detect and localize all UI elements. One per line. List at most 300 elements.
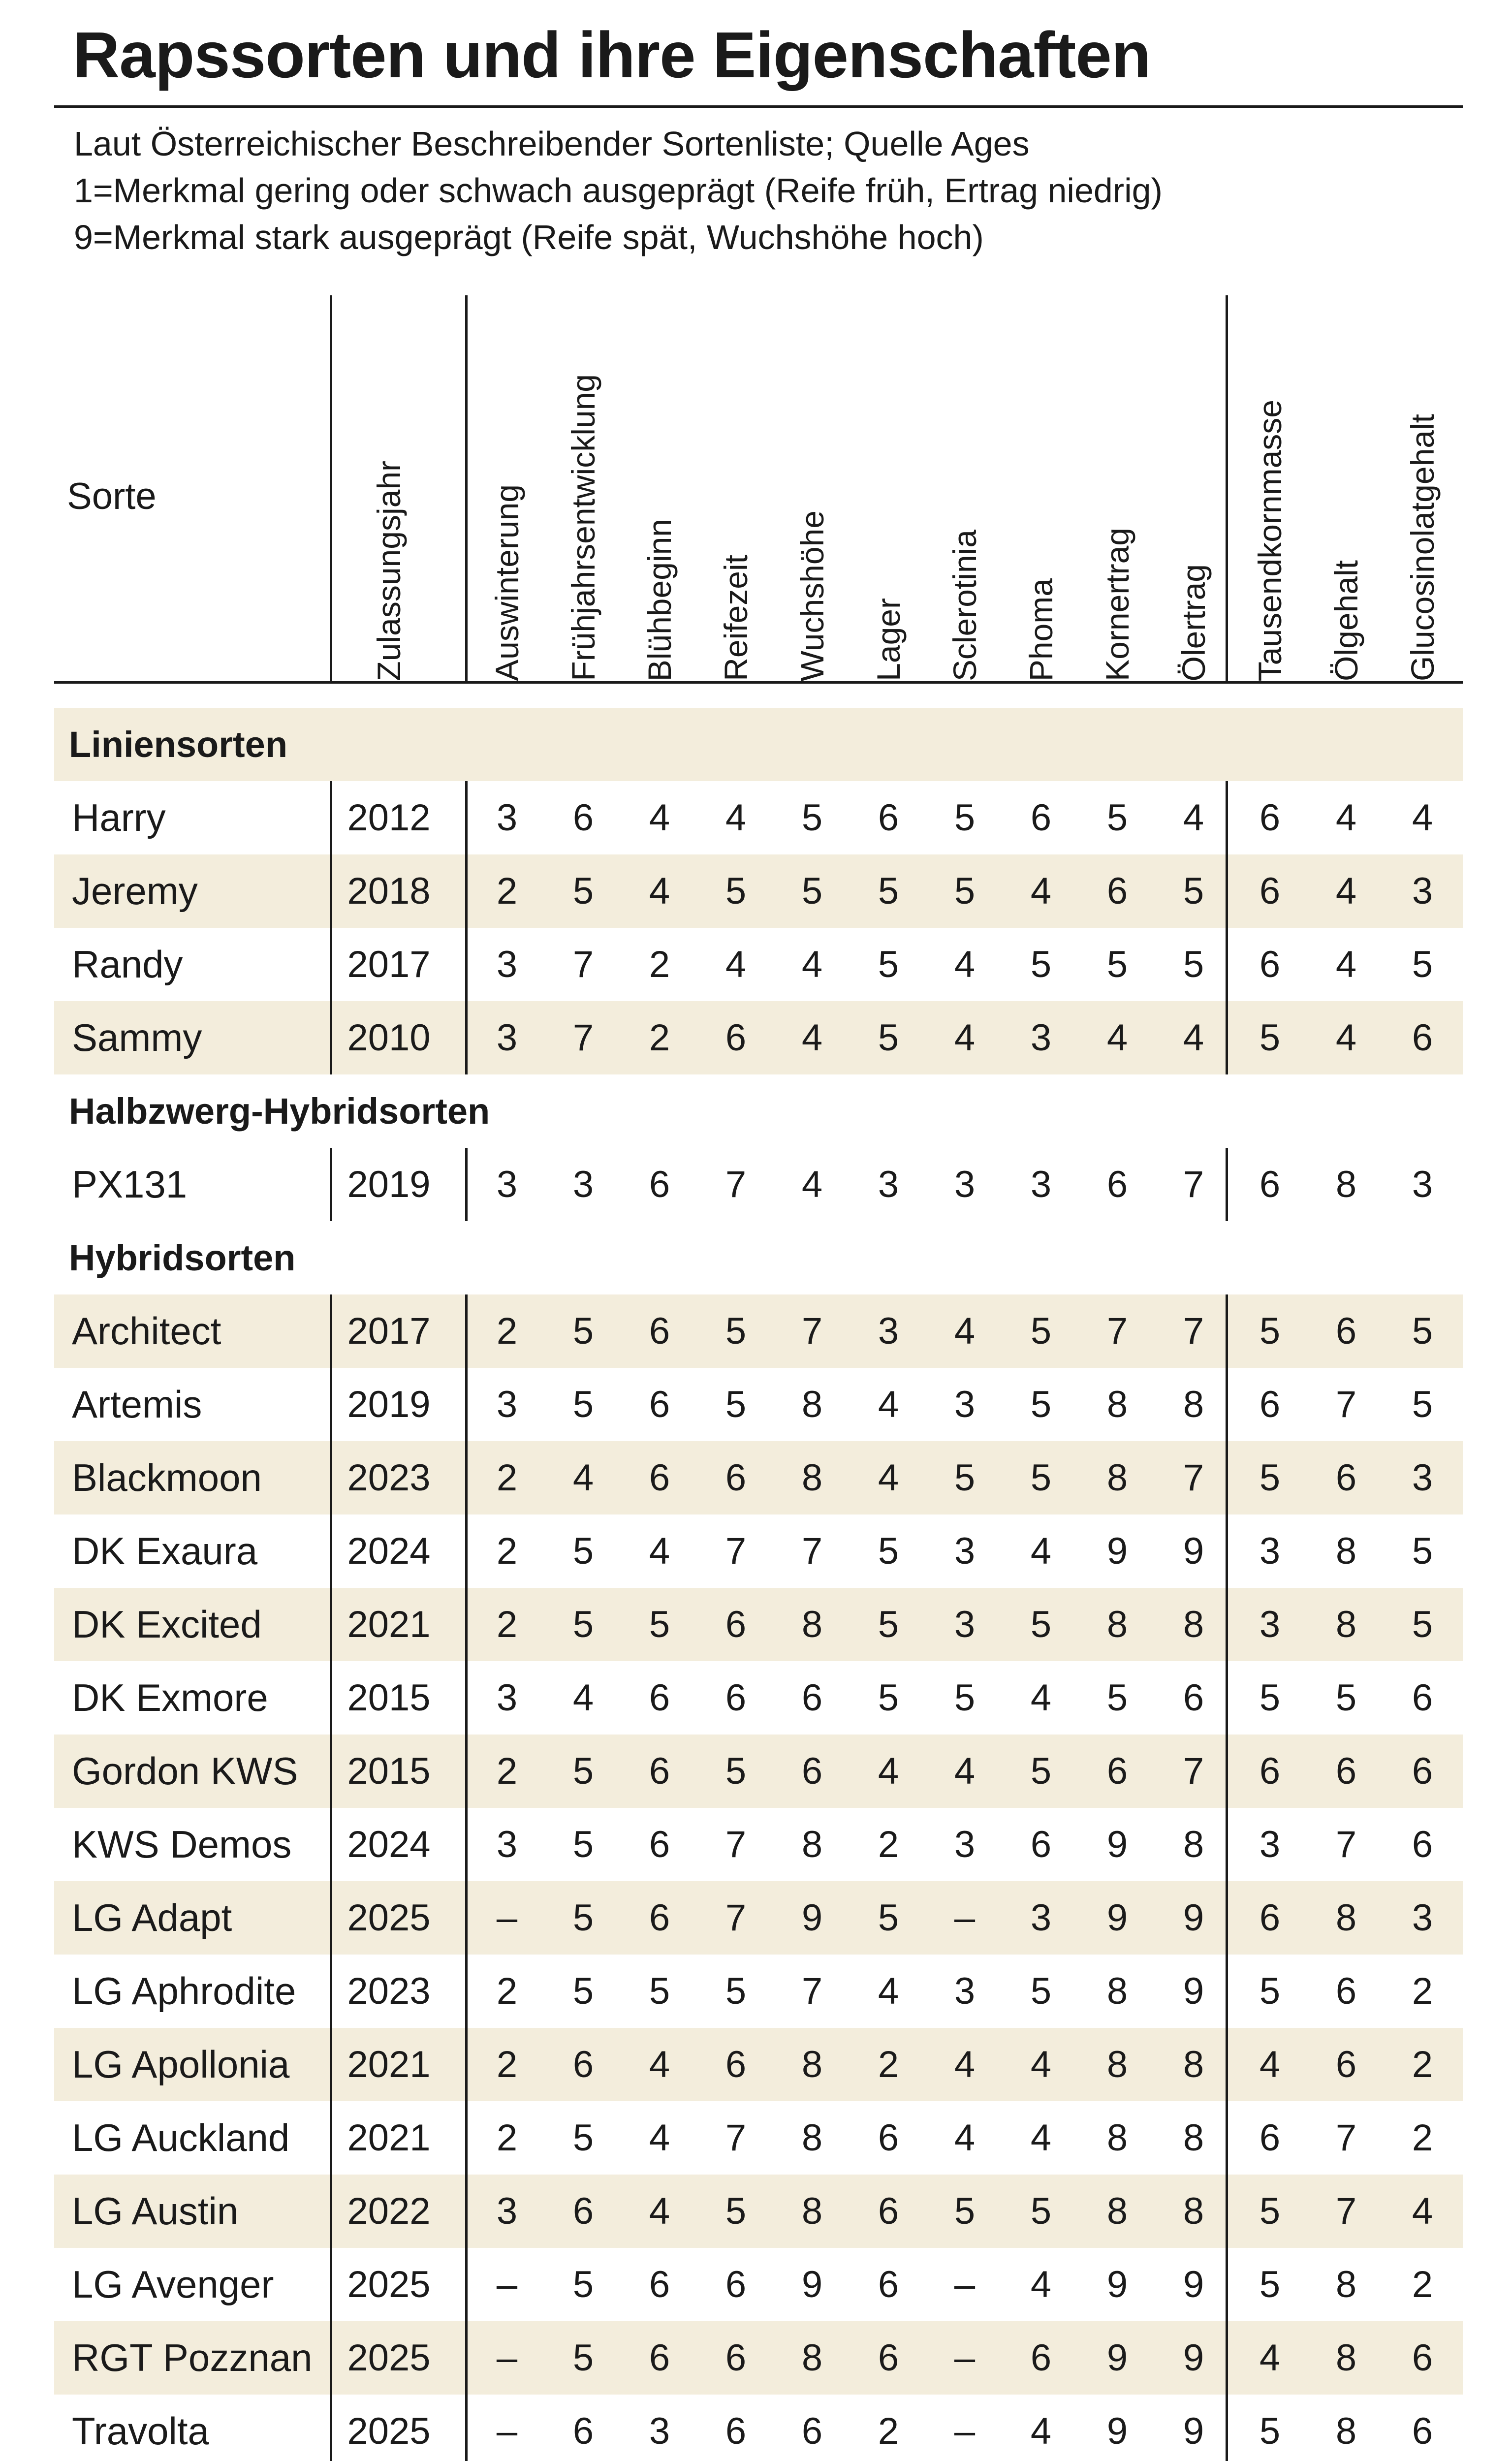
approval-year: 2025 <box>347 2337 431 2379</box>
trait-value: 3 <box>496 797 518 839</box>
trait-value: – <box>496 2264 518 2305</box>
approval-year: 2024 <box>347 1824 431 1865</box>
trait-value: 4 <box>878 1457 899 1499</box>
trait-value: 7 <box>1335 2117 1357 2159</box>
trait-value: 9 <box>1183 2410 1204 2452</box>
approval-year: 2025 <box>347 2410 431 2452</box>
trait-value: 8 <box>1335 1604 1357 1645</box>
trait-value: 5 <box>878 1017 899 1059</box>
trait-value: 7 <box>1183 1164 1204 1205</box>
trait-value: 7 <box>1335 2190 1357 2232</box>
approval-year: 2017 <box>347 944 431 985</box>
trait-value: 3 <box>1412 1457 1433 1499</box>
trait-value: 6 <box>1259 1897 1281 1939</box>
trait-value: 6 <box>649 1457 670 1499</box>
trait-value: 2 <box>1412 2117 1433 2159</box>
trait-value: 2 <box>496 2117 518 2159</box>
approval-year: 2015 <box>347 1750 431 1792</box>
header-trait <box>1400 413 1445 681</box>
header-label: Zulassungsjahr <box>371 461 407 681</box>
trait-value: 7 <box>801 1970 823 2012</box>
trait-value: 6 <box>725 2337 747 2379</box>
trait-value: 6 <box>1412 1677 1433 1719</box>
header-label: Blühbeginn <box>641 518 678 681</box>
variety-name: RGT Pozznan <box>72 2336 313 2379</box>
trait-value: 6 <box>878 2337 899 2379</box>
trait-value: 6 <box>1259 870 1281 912</box>
trait-value: 5 <box>878 1897 899 1939</box>
header-label: Kornertrag <box>1099 528 1135 681</box>
header-label: Frühjahrsentwicklung <box>565 374 601 681</box>
trait-value: 5 <box>1030 1970 1052 2012</box>
header-label: Sclerotinia <box>946 529 983 681</box>
approval-year: 2018 <box>347 870 431 912</box>
trait-value: 3 <box>1259 1824 1281 1865</box>
header-label: Wuchshöhe <box>794 510 830 681</box>
trait-value: 6 <box>572 797 594 839</box>
trait-value: 4 <box>1335 944 1357 985</box>
trait-value: 8 <box>801 1457 823 1499</box>
trait-value: 6 <box>725 2044 747 2085</box>
trait-value: 6 <box>878 2190 899 2232</box>
trait-value: 8 <box>1183 1384 1204 1425</box>
trait-value: 2 <box>496 1530 518 1572</box>
trait-value: 5 <box>954 1677 976 1719</box>
trait-value: 4 <box>725 797 747 839</box>
variety-name: PX131 <box>72 1163 188 1206</box>
trait-value: 6 <box>1183 1677 1204 1719</box>
variety-name: Jeremy <box>72 869 198 913</box>
header-label: Glucosinolatgehalt <box>1404 413 1441 681</box>
trait-value: 4 <box>954 944 976 985</box>
trait-value: 6 <box>1335 2044 1357 2085</box>
trait-value: 7 <box>801 1530 823 1572</box>
trait-value: 4 <box>801 944 823 985</box>
trait-value: 2 <box>496 1310 518 1352</box>
trait-value: 3 <box>496 1017 518 1059</box>
trait-value: 3 <box>649 2410 670 2452</box>
trait-value: 2 <box>1412 2044 1433 2085</box>
trait-value: 6 <box>1335 1457 1357 1499</box>
trait-value: 8 <box>1335 1164 1357 1205</box>
trait-value: 5 <box>1412 944 1433 985</box>
trait-value: 4 <box>1335 1017 1357 1059</box>
trait-value: 8 <box>1335 2337 1357 2379</box>
variety-name: LG Avenger <box>72 2263 274 2306</box>
trait-value: 8 <box>801 1604 823 1645</box>
trait-value: 5 <box>572 1384 594 1425</box>
trait-value: 4 <box>801 1017 823 1059</box>
trait-value: 5 <box>572 1897 594 1939</box>
trait-value: 8 <box>801 2190 823 2232</box>
variety-name: Blackmoon <box>72 1456 262 1499</box>
trait-value: 8 <box>1106 2044 1128 2085</box>
trait-value: 6 <box>1259 944 1281 985</box>
trait-value: 3 <box>954 1970 976 2012</box>
trait-value: 2 <box>1412 2264 1433 2305</box>
trait-value: 7 <box>1183 1457 1204 1499</box>
trait-value: 8 <box>1335 2264 1357 2305</box>
header-trait <box>866 598 911 681</box>
variety-name: Gordon KWS <box>72 1749 298 1793</box>
trait-value: 5 <box>572 1310 594 1352</box>
trait-value: 3 <box>496 1384 518 1425</box>
trait-value: 4 <box>954 1310 976 1352</box>
header-trait <box>637 518 682 681</box>
header-trait <box>485 484 529 681</box>
trait-value: 9 <box>801 2264 823 2305</box>
trait-value: 5 <box>649 1604 670 1645</box>
trait-value: 6 <box>572 2410 594 2452</box>
trait-value: 4 <box>1106 1017 1128 1059</box>
trait-value: 9 <box>1106 1824 1128 1865</box>
trait-value: 6 <box>878 2264 899 2305</box>
trait-value: 4 <box>649 797 670 839</box>
variety-name: DK Excited <box>72 1603 262 1646</box>
trait-value: 5 <box>572 1530 594 1572</box>
trait-value: 8 <box>1183 2190 1204 2232</box>
trait-value: 5 <box>1412 1384 1433 1425</box>
header-sorte: Sorte <box>67 475 157 517</box>
approval-year: 2022 <box>347 2190 431 2232</box>
trait-value: 6 <box>572 2044 594 2085</box>
trait-value: 8 <box>1183 1824 1204 1865</box>
trait-value: 5 <box>878 1604 899 1645</box>
trait-value: 3 <box>496 2190 518 2232</box>
trait-value: 3 <box>1030 1017 1052 1059</box>
trait-value: 4 <box>1030 2117 1052 2159</box>
trait-value: 5 <box>572 2264 594 2305</box>
trait-value: 9 <box>1183 1530 1204 1572</box>
trait-value: 6 <box>1335 1310 1357 1352</box>
trait-value: 5 <box>725 870 747 912</box>
trait-value: 4 <box>725 944 747 985</box>
trait-value: 3 <box>496 1824 518 1865</box>
trait-value: 5 <box>725 1970 747 2012</box>
trait-value: 3 <box>954 1384 976 1425</box>
trait-value: 5 <box>954 1457 976 1499</box>
variety-name: LG Adapt <box>72 1896 232 1939</box>
trait-value: 6 <box>725 2410 747 2452</box>
trait-value: 5 <box>1259 1017 1281 1059</box>
subtitle-scale-low: 1=Merkmal gering oder schwach ausgeprägt (Reife früh, Ertrag niedrig) <box>74 171 1163 210</box>
trait-value: 3 <box>1412 870 1433 912</box>
variety-name: Architect <box>72 1309 221 1353</box>
trait-value: 6 <box>649 1897 670 1939</box>
trait-value: 6 <box>1412 1824 1433 1865</box>
trait-value: 5 <box>801 797 823 839</box>
approval-year: 2012 <box>347 797 431 839</box>
trait-value: 5 <box>1106 944 1128 985</box>
trait-value: 7 <box>725 1530 747 1572</box>
header-trait <box>1095 528 1139 681</box>
trait-value: 5 <box>1412 1604 1433 1645</box>
trait-value: 8 <box>1335 1897 1357 1939</box>
trait-value: 9 <box>1106 1897 1128 1939</box>
column-separator <box>330 295 332 681</box>
variety-name: DK Exaura <box>72 1529 258 1573</box>
header-label: Lager <box>870 598 907 681</box>
trait-value: 5 <box>1259 2190 1281 2232</box>
trait-value: 8 <box>1106 2190 1128 2232</box>
trait-value: 5 <box>572 870 594 912</box>
trait-value: 9 <box>1183 2264 1204 2305</box>
column-separator <box>330 781 332 1074</box>
trait-value: 7 <box>801 1310 823 1352</box>
trait-value: 6 <box>1412 1017 1433 1059</box>
trait-value: 7 <box>1183 1750 1204 1792</box>
trait-value: 7 <box>572 944 594 985</box>
trait-value: 3 <box>954 1824 976 1865</box>
trait-value: 5 <box>572 1604 594 1645</box>
trait-value: 6 <box>1106 1164 1128 1205</box>
trait-value: 6 <box>801 2410 823 2452</box>
trait-value: 3 <box>954 1164 976 1205</box>
trait-value: 6 <box>1259 1384 1281 1425</box>
trait-value: 5 <box>1030 1457 1052 1499</box>
approval-year: 2023 <box>347 1970 431 2012</box>
trait-value: 6 <box>725 1604 747 1645</box>
trait-value: 6 <box>649 1384 670 1425</box>
trait-value: 8 <box>1335 2410 1357 2452</box>
approval-year: 2021 <box>347 2044 431 2085</box>
approval-year: 2019 <box>347 1164 431 1205</box>
trait-value: 9 <box>1106 2410 1128 2452</box>
trait-value: 5 <box>1259 1310 1281 1352</box>
trait-value: – <box>496 2410 518 2452</box>
trait-value: 3 <box>878 1310 899 1352</box>
variety-name: KWS Demos <box>72 1823 292 1866</box>
trait-value: 8 <box>801 1824 823 1865</box>
header-rule <box>54 681 1463 684</box>
trait-value: 5 <box>649 1970 670 2012</box>
trait-value: 2 <box>1412 1970 1433 2012</box>
subtitle-scale-high: 9=Merkmal stark ausgeprägt (Reife spät, Wuchshöhe hoch) <box>74 218 984 256</box>
header-label: Ölgehalt <box>1328 560 1364 681</box>
trait-value: 8 <box>1183 2117 1204 2159</box>
variety-name: LG Aphrodite <box>72 1969 296 2013</box>
trait-value: 4 <box>1259 2337 1281 2379</box>
trait-value: 4 <box>1335 797 1357 839</box>
trait-value: 5 <box>1183 870 1204 912</box>
variety-name: Harry <box>72 796 166 839</box>
trait-value: 6 <box>1412 2337 1433 2379</box>
trait-value: 5 <box>725 1310 747 1352</box>
column-separator <box>1226 781 1228 1074</box>
trait-value: 8 <box>801 2337 823 2379</box>
trait-value: 5 <box>1259 1677 1281 1719</box>
approval-year: 2010 <box>347 1017 431 1059</box>
header-zulassungsjahr <box>367 461 411 681</box>
header-trait <box>1248 399 1292 681</box>
trait-value: 6 <box>1335 1750 1357 1792</box>
trait-value: 4 <box>649 1530 670 1572</box>
trait-value: 7 <box>1183 1310 1204 1352</box>
trait-value: 8 <box>1106 1457 1128 1499</box>
trait-value: 4 <box>1030 1530 1052 1572</box>
trait-value: 5 <box>878 1677 899 1719</box>
trait-value: 6 <box>878 2117 899 2159</box>
trait-value: 5 <box>801 870 823 912</box>
trait-value: 5 <box>572 2117 594 2159</box>
trait-value: 2 <box>878 2044 899 2085</box>
trait-value: 6 <box>1259 1164 1281 1205</box>
trait-value: 5 <box>1030 2190 1052 2232</box>
trait-value: 6 <box>878 797 899 839</box>
column-separator <box>330 1148 332 1221</box>
trait-value: 3 <box>1412 1897 1433 1939</box>
variety-name: Randy <box>72 943 183 986</box>
trait-value: 8 <box>1106 1604 1128 1645</box>
variety-name: Sammy <box>72 1016 202 1059</box>
variety-name: Travolta <box>72 2409 209 2453</box>
column-separator <box>1226 1148 1228 1221</box>
trait-value: 6 <box>572 2190 594 2232</box>
trait-value: 6 <box>649 1824 670 1865</box>
trait-value: 6 <box>649 2264 670 2305</box>
trait-value: 6 <box>725 1017 747 1059</box>
trait-value: 4 <box>1030 2410 1052 2452</box>
trait-value: 2 <box>496 870 518 912</box>
trait-value: 4 <box>1259 2044 1281 2085</box>
trait-value: 3 <box>572 1164 594 1205</box>
trait-value: 3 <box>1412 1164 1433 1205</box>
trait-value: 8 <box>801 1384 823 1425</box>
approval-year: 2017 <box>347 1310 431 1352</box>
approval-year: 2023 <box>347 1457 431 1499</box>
trait-value: 4 <box>1183 797 1204 839</box>
trait-value: 6 <box>1030 2337 1052 2379</box>
trait-value: 5 <box>1183 944 1204 985</box>
trait-value: 2 <box>649 1017 670 1059</box>
trait-value: 3 <box>496 944 518 985</box>
trait-value: 5 <box>1259 2264 1281 2305</box>
approval-year: 2015 <box>347 1677 431 1719</box>
trait-value: 8 <box>1106 2117 1128 2159</box>
trait-value: 7 <box>725 1164 747 1205</box>
trait-value: 8 <box>801 2117 823 2159</box>
trait-value: 5 <box>1259 1970 1281 2012</box>
trait-value: 5 <box>1259 2410 1281 2452</box>
trait-value: 4 <box>801 1164 823 1205</box>
trait-value: 2 <box>496 1970 518 2012</box>
trait-value: 4 <box>1412 797 1433 839</box>
trait-value: – <box>954 2264 976 2305</box>
trait-value: 4 <box>878 1970 899 2012</box>
trait-value: 4 <box>954 2117 976 2159</box>
header-trait <box>943 529 987 681</box>
column-separator <box>465 1294 468 2461</box>
trait-value: 7 <box>1106 1310 1128 1352</box>
column-separator <box>465 1148 468 1221</box>
trait-value: 3 <box>1030 1897 1052 1939</box>
trait-value: 4 <box>1030 870 1052 912</box>
page-title: Rapssorten und ihre Eigenschaften <box>73 19 1151 91</box>
trait-value: 4 <box>572 1677 594 1719</box>
header-trait <box>790 510 834 681</box>
trait-value: 9 <box>1106 1530 1128 1572</box>
header-trait <box>1171 564 1216 681</box>
trait-value: 5 <box>1030 1384 1052 1425</box>
trait-value: 9 <box>1106 2337 1128 2379</box>
trait-value: 8 <box>1335 1530 1357 1572</box>
trait-value: – <box>496 1897 518 1939</box>
trait-value: 7 <box>1335 1824 1357 1865</box>
trait-value: 2 <box>496 2044 518 2085</box>
trait-value: 6 <box>649 1310 670 1352</box>
trait-value: 6 <box>1335 1970 1357 2012</box>
trait-value: 8 <box>1183 2044 1204 2085</box>
trait-value: 5 <box>572 2337 594 2379</box>
trait-value: 4 <box>649 2044 670 2085</box>
variety-name: DK Exmore <box>72 1676 268 1719</box>
trait-value: 5 <box>878 870 899 912</box>
trait-value: 6 <box>725 1457 747 1499</box>
trait-value: 9 <box>1183 2337 1204 2379</box>
trait-value: 5 <box>572 1970 594 2012</box>
trait-value: 5 <box>1412 1530 1433 1572</box>
trait-value: 6 <box>649 1750 670 1792</box>
header-trait <box>714 555 758 681</box>
trait-value: 6 <box>649 1677 670 1719</box>
approval-year: 2025 <box>347 2264 431 2305</box>
trait-value: 5 <box>725 1384 747 1425</box>
trait-value: 7 <box>725 1824 747 1865</box>
approval-year: 2025 <box>347 1897 431 1939</box>
header-trait <box>561 374 605 681</box>
trait-value: 6 <box>725 1677 747 1719</box>
variety-name: LG Apollonia <box>72 2043 290 2086</box>
trait-value: – <box>954 2410 976 2452</box>
trait-value: 2 <box>878 1824 899 1865</box>
column-separator <box>1226 1294 1228 2461</box>
trait-value: 4 <box>649 2190 670 2232</box>
column-separator <box>465 295 468 681</box>
column-separator <box>1226 295 1228 681</box>
trait-value: 5 <box>572 1750 594 1792</box>
trait-value: 4 <box>572 1457 594 1499</box>
trait-value: – <box>496 2337 518 2379</box>
trait-value: 4 <box>878 1750 899 1792</box>
variety-name: Artemis <box>72 1383 202 1426</box>
trait-value: – <box>954 2337 976 2379</box>
trait-value: 5 <box>1412 1310 1433 1352</box>
trait-value: 4 <box>649 2117 670 2159</box>
trait-value: 7 <box>725 2117 747 2159</box>
trait-value: 5 <box>725 1750 747 1792</box>
trait-value: 8 <box>801 2044 823 2085</box>
variety-name: LG Auckland <box>72 2116 290 2159</box>
trait-value: – <box>954 1897 976 1939</box>
trait-value: 4 <box>649 870 670 912</box>
trait-value: 6 <box>801 1750 823 1792</box>
trait-value: 3 <box>1259 1530 1281 1572</box>
trait-value: 5 <box>1106 797 1128 839</box>
trait-value: 9 <box>1183 1897 1204 1939</box>
trait-value: 3 <box>954 1604 976 1645</box>
trait-value: 3 <box>496 1677 518 1719</box>
trait-value: 8 <box>1183 1604 1204 1645</box>
trait-value: 4 <box>878 1384 899 1425</box>
trait-value: 5 <box>1106 1677 1128 1719</box>
trait-value: 6 <box>1412 1750 1433 1792</box>
trait-value: 4 <box>1183 1017 1204 1059</box>
header-label: Tausendkornmasse <box>1252 399 1288 681</box>
section-label: Liniensorten <box>69 724 288 765</box>
trait-value: 6 <box>1412 2410 1433 2452</box>
trait-value: 2 <box>649 944 670 985</box>
trait-value: 4 <box>1030 2264 1052 2305</box>
